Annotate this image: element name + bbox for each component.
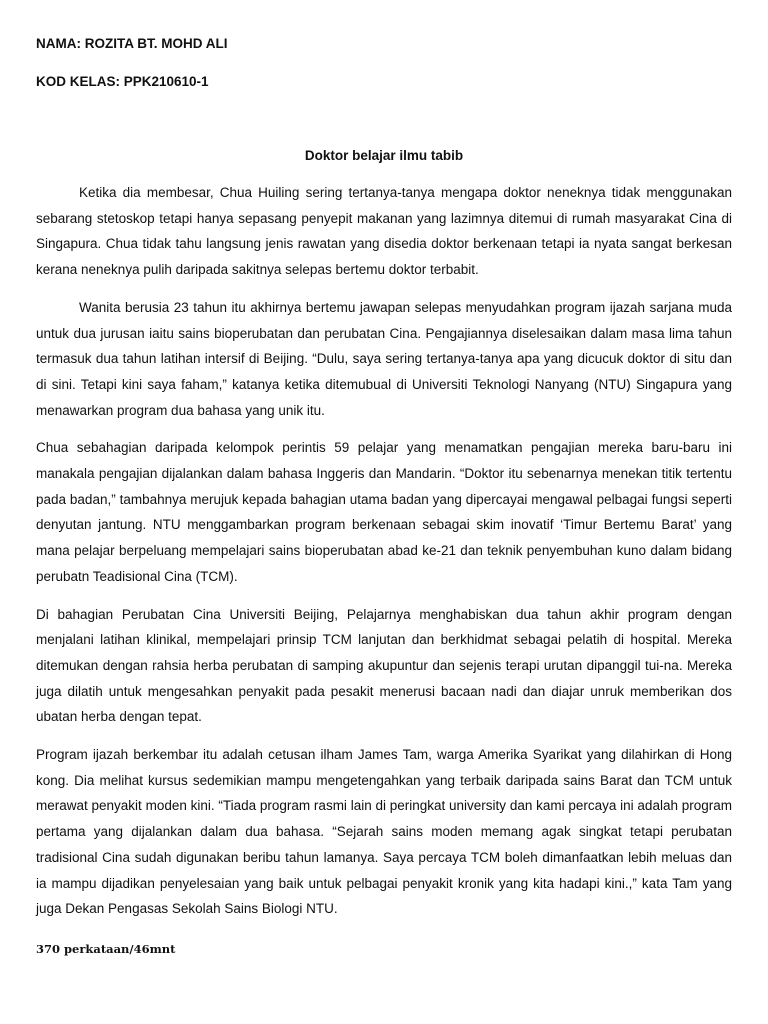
word-count-footer: 370 perkataan/46mnt <box>36 942 176 956</box>
paragraph-5: Program ijazah berkembar itu adalah cetusan ilham James Tam, warga Amerika Syarikat yang dilahirkan di Hong kong. Dia melihat kursus sedemikian mampu mengetengahkan yang terbaik daripada sains Barat dan TCM untuk merawat penyakit moden kini. “Tiada program rasmi lain di peringkat university dan kami percaya ini adalah program pertama yang dijalankan dalam dua bahasa. “Sejarah sains moden memang agak singkat tetapi perubatan tradisional Cina sudah digunakan beribu tahun lamanya. Saya percaya TCM boleh dimanfaatkan lebih meluas dan ia mampu dijadikan penyelesaian yang baik untuk pelbagai penyakit kronik yang kita hadapi kini.,” kata Tam yang juga Dekan Pengasas Sekolah Sains Biologi NTU. <box>36 747 732 917</box>
paragraph-4: Di bahagian Perubatan Cina Universiti Beijing, Pelajarnya menghabiskan dua tahun akhir program dengan menjalani latihan klinikal, mempelajari prinsip TCM lanjutan dan berkhidmat sebagai pelatih di hospital. Mereka ditemukan dengan rahsia herba perubatan di samping akupuntur dan sejenis terapi urutan dipanggil tui-na. Mereka juga dilatih untuk mengesahkan penyakit pada pesakit menerusi bacaan nadi dan diajar unruk memberikan dos ubatan herba dengan tepat. <box>36 606 732 725</box>
document-title: Doktor belajar ilmu tabib <box>304 148 464 163</box>
student-name: NAMA: ROZITA BT. MOHD ALI <box>36 36 228 51</box>
paragraph-3: Chua sebahagian daripada kelompok perintis 59 pelajar yang menamatkan pengajian mereka baru-baru ini manakala pengajian dijalankan dalam bahasa Inggeris dan Mandarin. “Doktor itu sebenarnya menekan titik tertentu pada badan,” tambahnya merujuk kepada bahagian utama badan yang dipercayai mengawal pelbagai fungsi seperti denyutan jantung. NTU menggambarkan program berkenaan sebagai skim inovatif ‘Timur Bertemu Barat’ yang mana pelajar berpeluang mempelajari sains bioperubatan abad ke-21 dan teknik penyembuhan kuno dalam bidang perubatn Teadisional Cina (TCM). <box>36 440 732 584</box>
document-page <box>36 34 732 934</box>
paragraph-1: Ketika dia membesar, Chua Huiling sering tertanya-tanya mengapa doktor neneknya tidak menggunakan sebarang stetoskop tetapi hanya sepasang penyepit makanan yang lazimnya ditemui di rumah masyarakat Cina di Singapura. Chua tidak tahu langsung jenis rawatan yang disedia doktor berkenaan tetapi ia nyata sangat berkesan kerana neneknya pulih daripada sakitnya selepas bertemu doktor terbabit. <box>36 185 732 278</box>
class-code: KOD KELAS: PPK210610-1 <box>36 74 209 89</box>
paragraph-2: Wanita berusia 23 tahun itu akhirnya bertemu jawapan selepas menyudahkan program ijazah sarjana muda untuk dua jurusan iaitu sains bioperubatan dan perubatan Cina. Pengajiannya diselesaikan dalam masa lima tahun termasuk dua tahun latihan intersif di Beijing. “Dulu, saya sering tertanya-tanya apa yang dicucuk doktor di situ dan di sini. Tetapi kini saya faham,” katanya ketika ditemubual di Universiti Teknologi Nanyang (NTU) Singapura yang menawarkan program dua bahasa yang unik itu. <box>36 299 732 418</box>
